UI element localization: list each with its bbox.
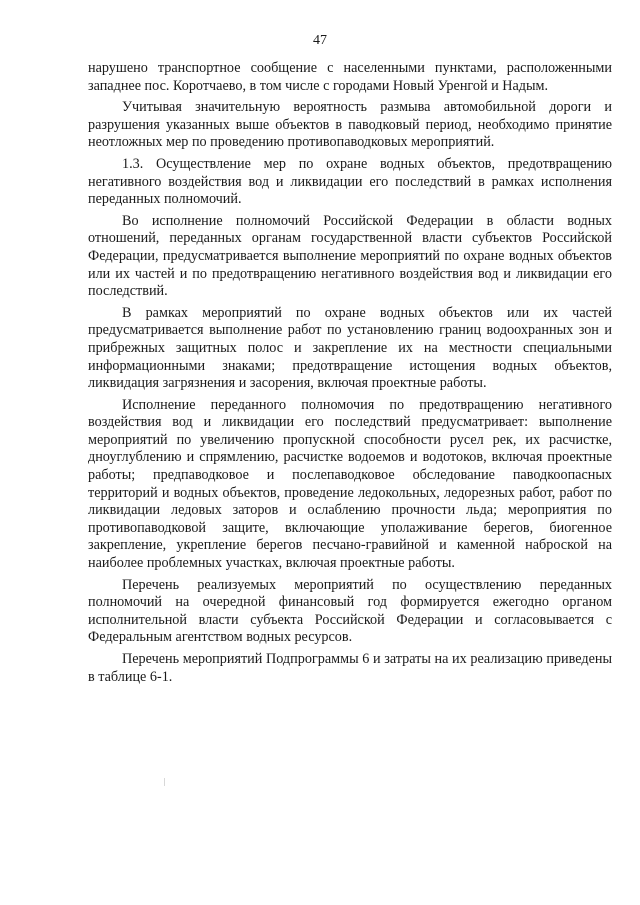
paragraph: Перечень мероприятий Подпрограммы 6 и затраты на их реализацию приведены в таблице 6-1. — [88, 651, 612, 685]
scan-artifact — [164, 778, 165, 786]
paragraph: В рамках мероприятий по охране водных объектов или их частей предусматривается выполнение работ по установлению границ водоохранных зон и прибрежных защитных полос и закрепление их на местности специальными информационными знаками; предотвращение истощения водных объектов, ликвидация загрязнения и засорения, включая проектные работы. — [88, 304, 612, 392]
paragraph: Перечень реализуемых мероприятий по осуществлению переданных полномочий на очередной финансовый год формируется ежегодно органом исполнительной власти субъекта Российской Федерации и согласовывается с Федеральным агентством водных ресурсов. — [88, 576, 612, 646]
paragraph: Во исполнение полномочий Российской Федерации в области водных отношений, переданных органам государственной власти субъектов Российской Федерации, предусматривается выполнение мероприятий по охране водных объектов или их частей и по предотвращению негативного воздействия вод и ликвидации его последствий. — [88, 212, 612, 300]
document-body — [88, 60, 612, 690]
paragraph-continuation: нарушено транспортное сообщение с населенными пунктами, расположенными западнее пос. Коротчаево, в том числе с городами Новый Уренгой и Надым. — [88, 60, 612, 94]
section-heading-1-3: 1.3. Осуществление мер по охране водных объектов, предотвращению негативного воздействия вод и ликвидации его последствий в рамках исполнения переданных полномочий. — [88, 155, 612, 208]
page-number: 47 — [313, 33, 327, 48]
paragraph: Учитывая значительную вероятность размыва автомобильной дороги и разрушения указанных выше объектов в паводковый период, необходимо принятие неотложных мер по проведению противопаводковых мероприятий. — [88, 99, 612, 151]
paragraph: Исполнение переданного полномочия по предотвращению негативного воздействия вод и ликвидации его последствий предусматривает: выполнение мероприятий по увеличению пропускной способности русел рек, их расчистке, дноуглублению и спрямлению, расчистке водоемов и водотоков, включая проектные работы; предпаводковое и послепаводковое обследование паводкоопасных территорий и водных объектов, проведение ледокольных, ледорезных работ, работ по ликвидации ледовых заторов и ослаблению прочности льда; мероприятия по противопаводковой защите, включающие уполаживание берегов, биогенное закрепление, укрепление берегов песчано-гравийной и каменной наброской на наиболее проблемных участках, включая проектные работы. — [88, 396, 612, 572]
